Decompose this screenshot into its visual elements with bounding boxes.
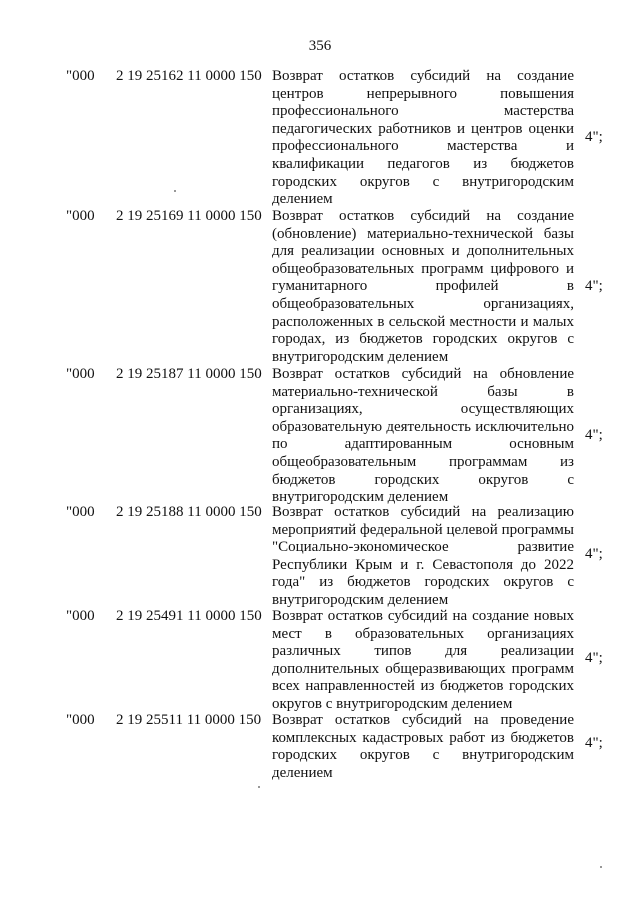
row-end-mark: 4"; [585,278,603,294]
row-budget-code: 2 19 25511 11 0000 150 [116,712,262,728]
row-description: Возврат остатков субсидий на создание новых мест в образовательных организациях различных типов для реализации дополнительных общеразвивающих программ всех направленностей из бюджетов городских округов с внутригородским делением [272,608,574,712]
table-row [0,208,640,366]
table-row [0,712,640,786]
row-end-mark: 4"; [585,129,603,145]
scan-speck [258,786,260,788]
table-row [0,68,640,208]
table-row [0,504,640,608]
row-description: Возврат остатков субсидий на проведение комплексных кадастровых работ из бюджетов городских округов с внутригородским делением [272,712,574,781]
page-number: 356 [308,38,332,54]
scan-speck [600,866,602,868]
table-row [0,608,640,712]
row-end-mark: 4"; [585,650,603,666]
row-code-prefix: "000 [66,712,95,728]
row-code-prefix: "000 [66,608,95,624]
row-budget-code: 2 19 25188 11 0000 150 [116,504,262,520]
row-end-mark: 4"; [585,735,603,751]
row-description: Возврат остатков субсидий на реализацию мероприятий федеральной целевой программы "Социально-экономическое развитие Республики Крым и г. Севастополя до 2022 года" из бюджетов городских округов с внутригородским делением [272,504,574,608]
table-row [0,366,640,504]
row-description: Возврат остатков субсидий на обновление материально-технической базы в организациях, осуществляющих образовательную деятельность исключительно по адаптированным основным общеобразовательным программам из бюджетов городских округов с внутригородским делением [272,366,574,506]
row-budget-code: 2 19 25162 11 0000 150 [116,68,262,84]
scan-speck [174,190,176,192]
row-description: Возврат остатков субсидий на создание (обновление) материально-технической базы для реализации основных и дополнительных общеобразовательных программ цифрового и гуманитарного профилей в общеобразовательных организациях, расположенных в сельской местности и малых городах, из бюджетов городских округов с внутригородским делением [272,208,574,365]
row-end-mark: 4"; [585,427,603,443]
row-budget-code: 2 19 25491 11 0000 150 [116,608,262,624]
row-description: Возврат остатков субсидий на создание центров непрерывного повышения профессионального мастерства педагогических работников и центров оценки профессионального мастерства и квалификации педагогов из бюджетов городских округов с внутригородским делением [272,68,574,208]
row-code-prefix: "000 [66,68,95,84]
row-code-prefix: "000 [66,208,95,224]
row-budget-code: 2 19 25187 11 0000 150 [116,366,262,382]
row-budget-code: 2 19 25169 11 0000 150 [116,208,262,224]
row-code-prefix: "000 [66,366,95,382]
row-end-mark: 4"; [585,546,603,562]
row-code-prefix: "000 [66,504,95,520]
